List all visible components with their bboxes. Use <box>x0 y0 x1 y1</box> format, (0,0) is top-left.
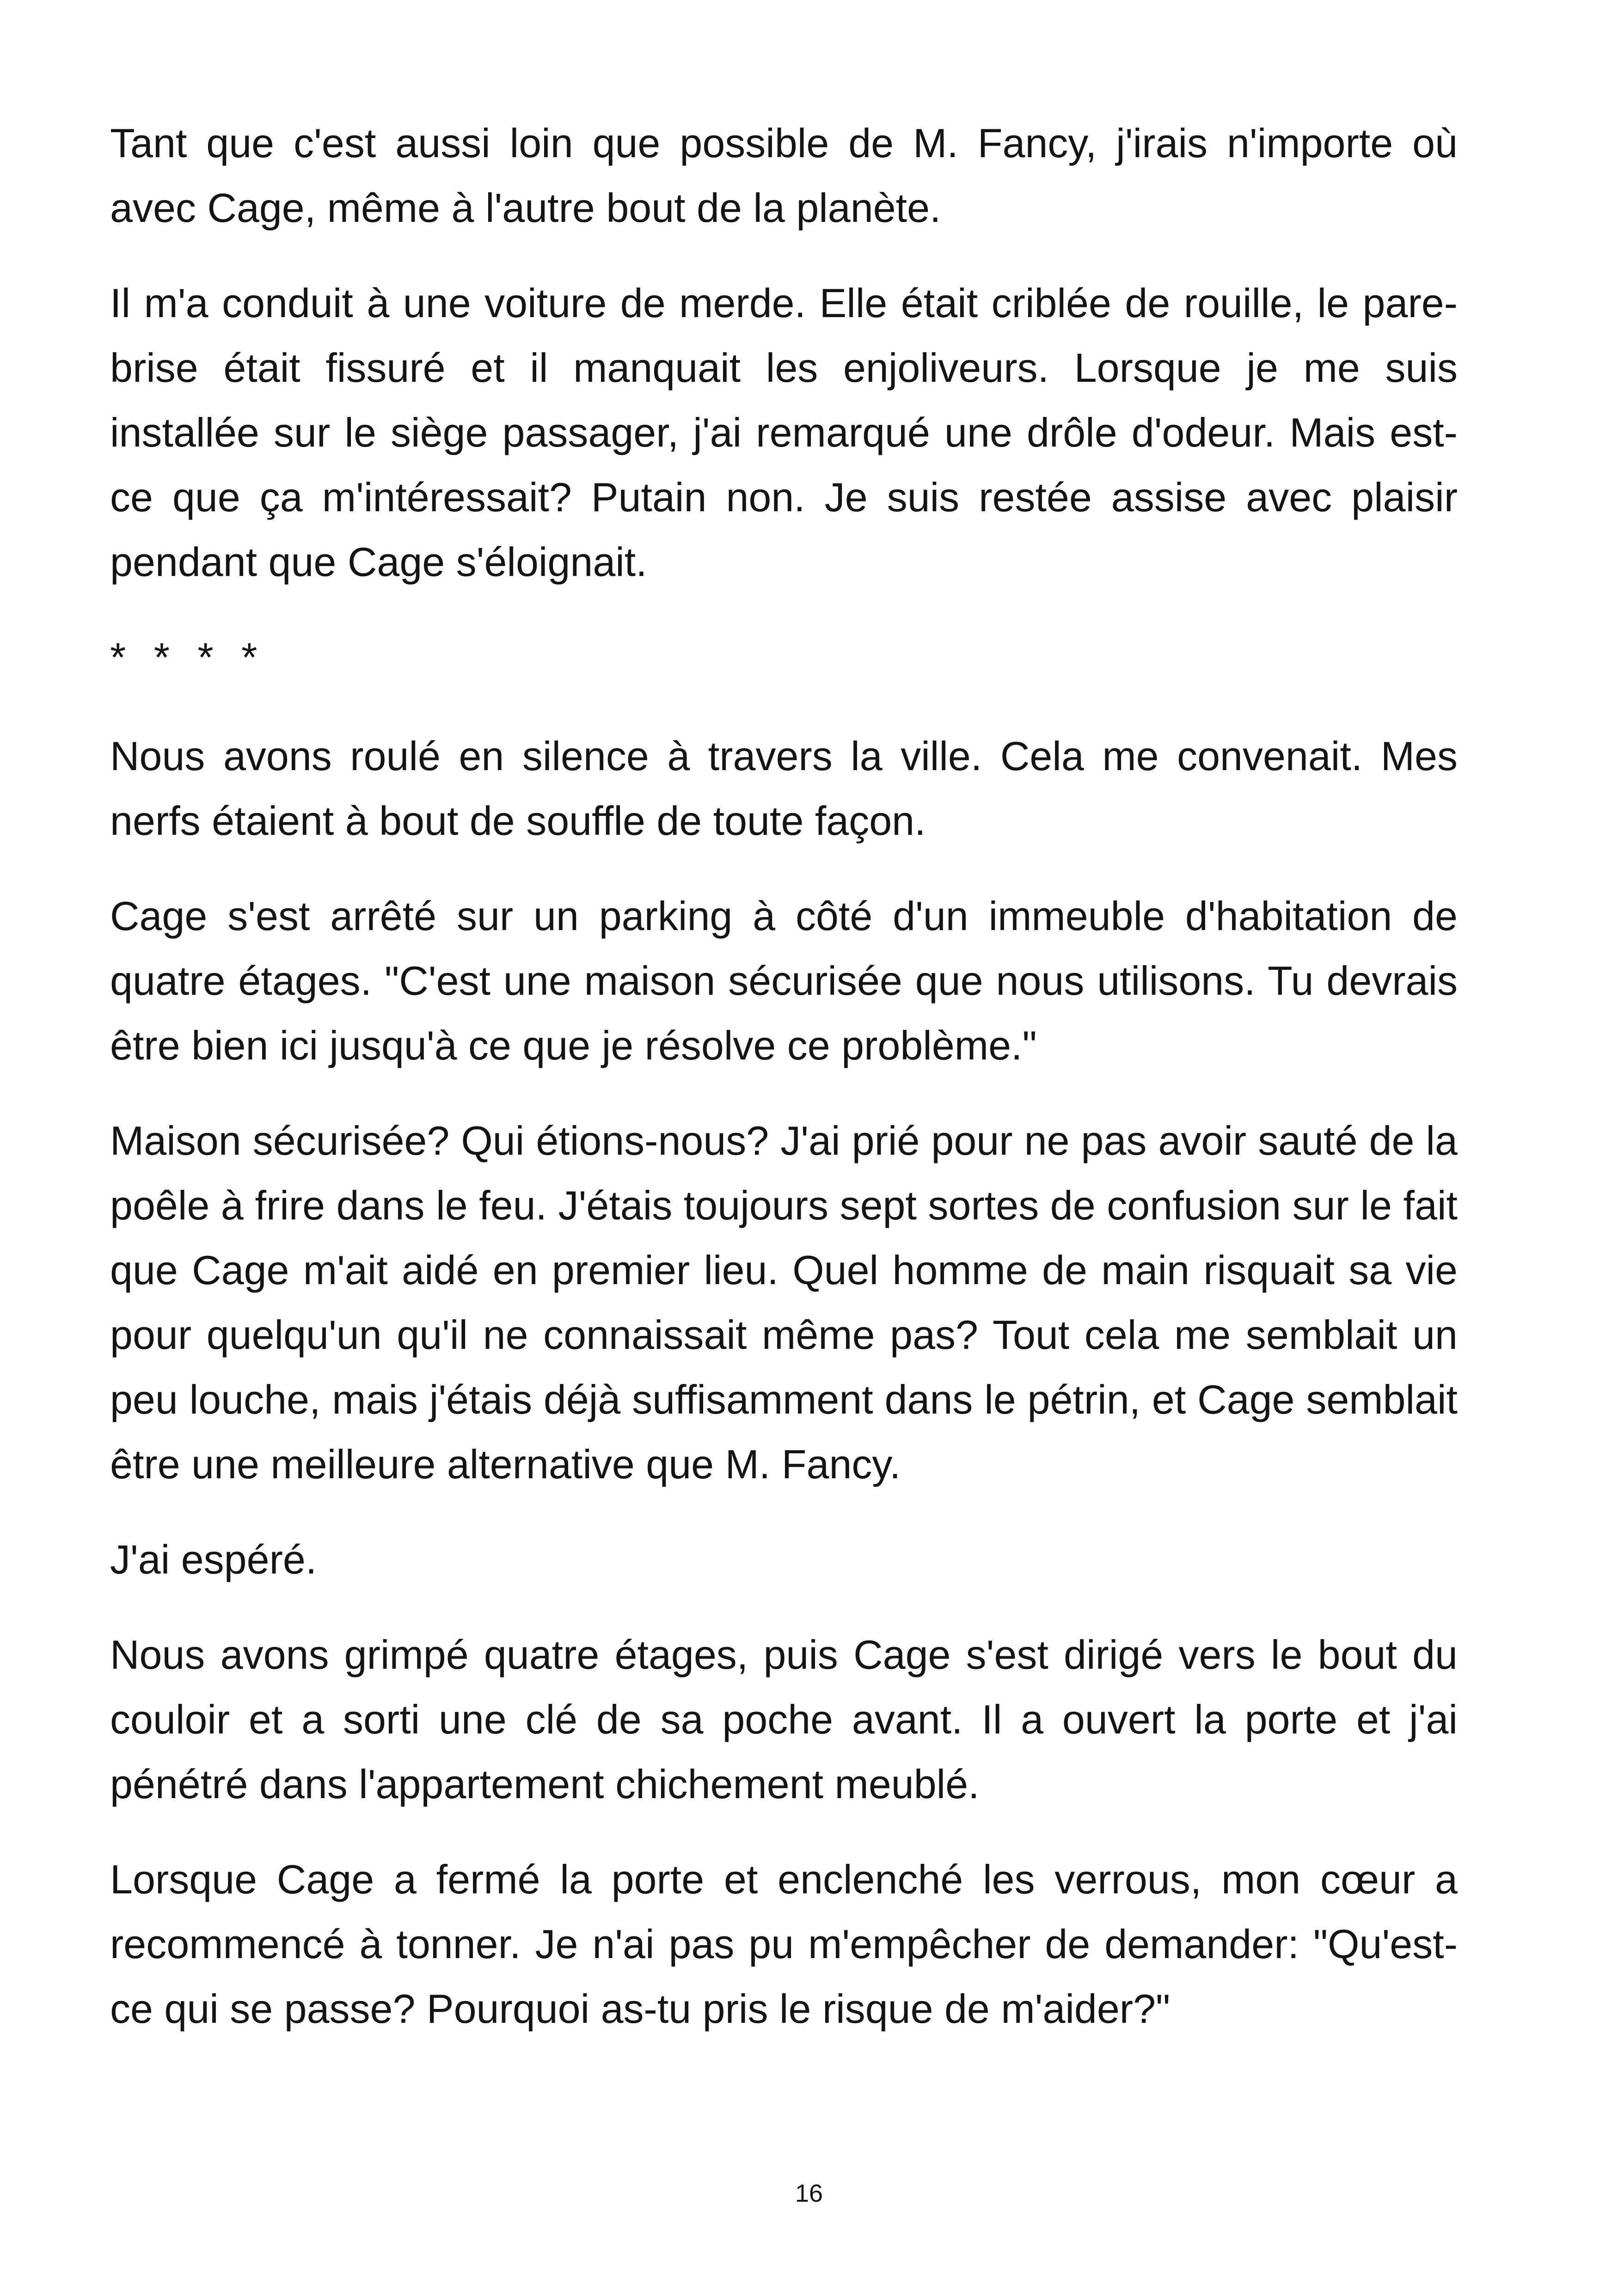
scene-break: * * * * <box>110 634 266 680</box>
paragraph-4: Cage s'est arrêté sur un parking à côté d'un immeuble d'habitation de quatre étages. "C'est une maison sécurisée que nous utilisons. Tu devrais être bien ici jusqu'à ce que je résolve ce problème." <box>110 893 1458 1068</box>
paragraph-8: Lorsque Cage a fermé la porte et enclenché les verrous, mon cœur a recommencé à tonner. Je n'ai pas pu m'empêcher de demander: "Qu'est-ce qui se passe? Pourquoi as-tu pris le risque de m'aider?" <box>110 1856 1458 2032</box>
text-body <box>110 111 1458 2072</box>
paragraph-5: Maison sécurisée? Qui étions-nous? J'ai prié pour ne pas avoir sauté de la poêle à frire dans le feu. J'étais toujours sept sortes de confusion sur le fait que Cage m'ait aidé en premier lieu. Quel homme de main risquait sa vie pour quelqu'un qu'il ne connaissait même pas? Tout cela me semblait un peu louche, mais j'étais déjà suffisamment dans le pétrin, et Cage semblait être une meilleure alternative que M. Fancy. <box>110 1118 1458 1487</box>
paragraph-6: J'ai espéré. <box>110 1537 317 1582</box>
paragraph-7: Nous avons grimpé quatre étages, puis Cage s'est dirigé vers le bout du couloir et a sorti une clé de sa poche avant. Il a ouvert la porte et j'ai pénétré dans l'appartement chichement meublé. <box>110 1632 1458 1807</box>
paragraph-3: Nous avons roulé en silence à travers la ville. Cela me convenait. Mes nerfs étaient à bout de souffle de toute façon. <box>110 733 1458 844</box>
page-number: 16 <box>795 2180 823 2207</box>
paragraph-1: Tant que c'est aussi loin que possible de M. Fancy, j'irais n'importe où avec Cage, même à l'autre bout de la planète. <box>110 120 1458 231</box>
paragraph-2: Il m'a conduit à une voiture de merde. Elle était criblée de rouille, le pare-brise était fissuré et il manquait les enjoliveurs. Lorsque je me suis installée sur le siège passager, j'ai remarqué une drôle d'odeur. Mais est-ce que ça m'intéressait? Putain non. Je suis restée assise avec plaisir pendant que Cage s'éloignait. <box>110 280 1458 585</box>
